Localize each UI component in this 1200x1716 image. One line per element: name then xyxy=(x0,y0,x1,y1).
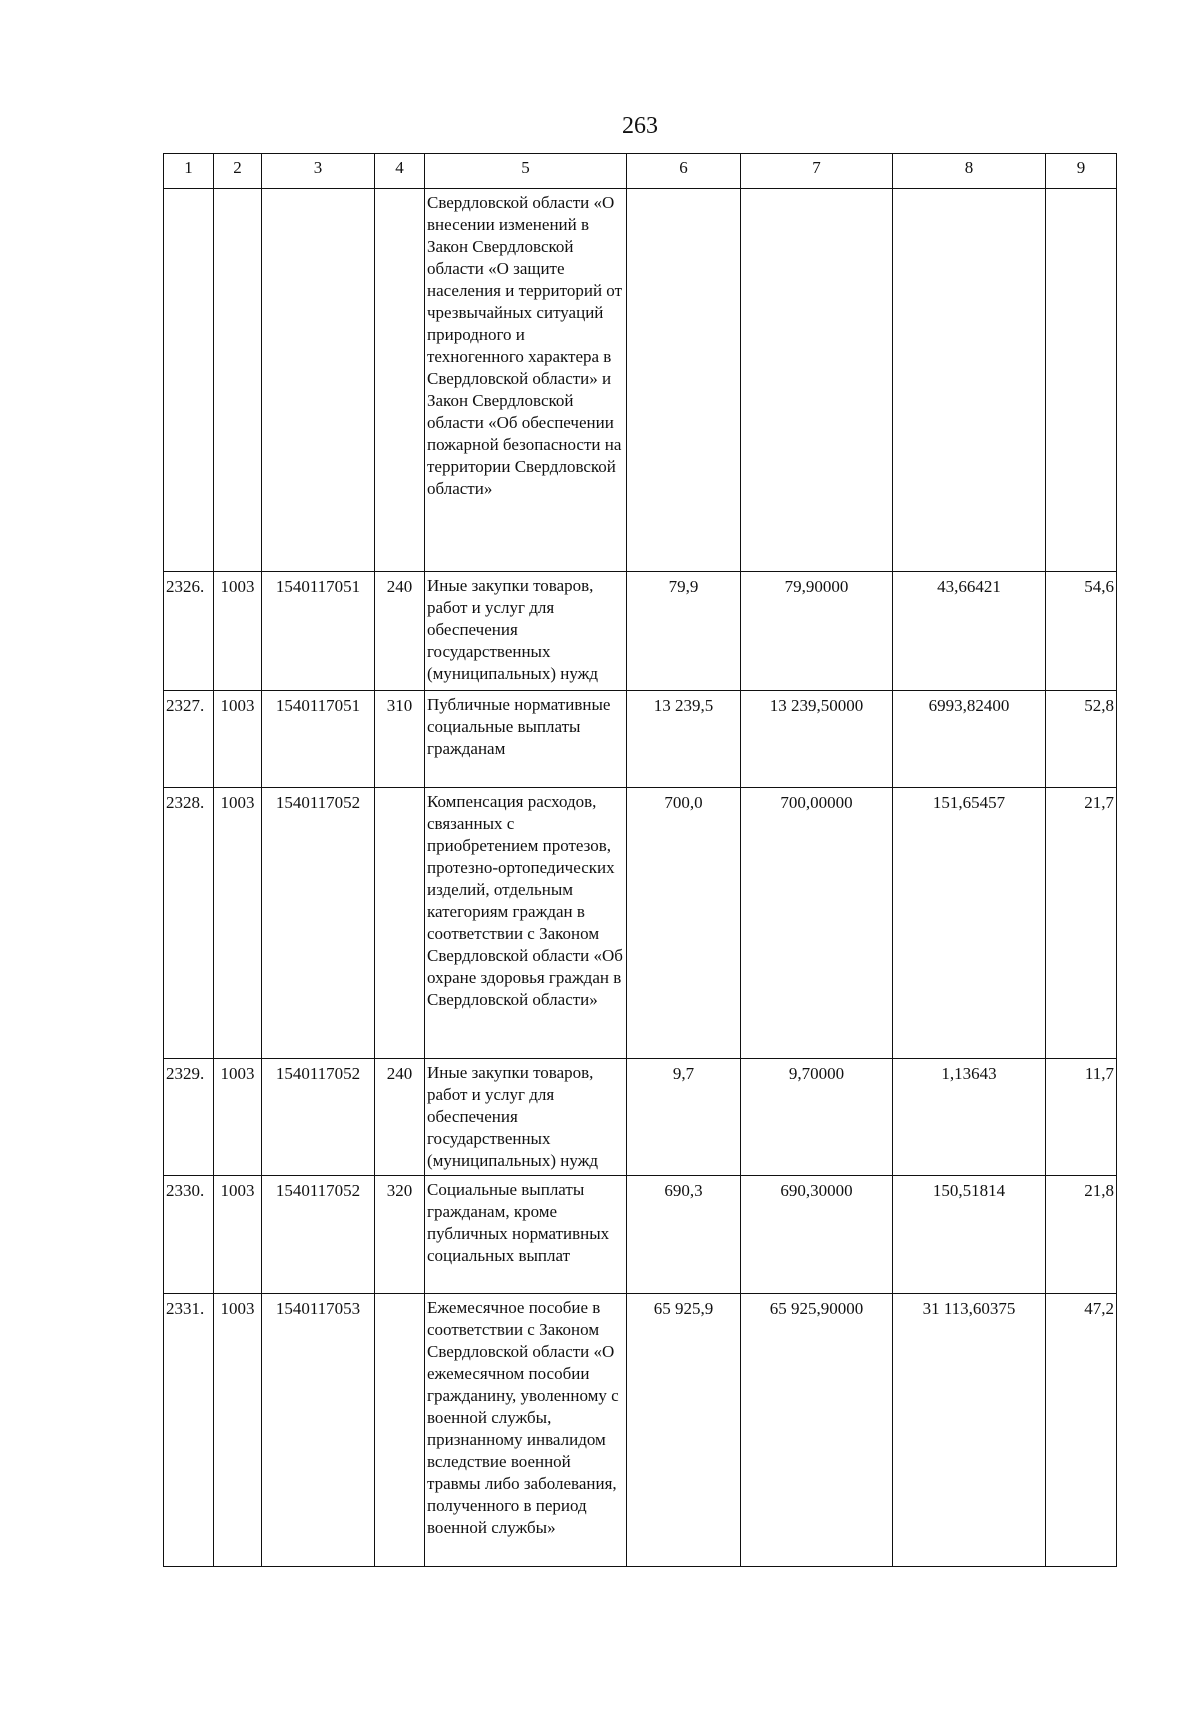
target-item-cell: 1540117051 xyxy=(262,691,375,788)
target-item-cell: 1540117052 xyxy=(262,1059,375,1176)
header-row xyxy=(164,154,1117,189)
section-code-cell: 1003 xyxy=(214,572,262,691)
percent-cell: 47,2 xyxy=(1046,1294,1117,1567)
description-cell: Социальные выплаты гражданам, кроме публичных нормативных социальных выплат xyxy=(425,1176,627,1294)
amount-cell xyxy=(741,189,893,572)
percent-cell: 21,7 xyxy=(1046,788,1117,1059)
row-number-cell: 2331. xyxy=(164,1294,214,1567)
amount-cell: 9,70000 xyxy=(741,1059,893,1176)
section-code-cell: 1003 xyxy=(214,1059,262,1176)
row-number-cell: 2326. xyxy=(164,572,214,691)
table-row xyxy=(164,1294,1117,1567)
amount-cell: 79,9 xyxy=(627,572,741,691)
description-cell: Публичные нормативные социальные выплаты гражданам xyxy=(425,691,627,788)
percent-cell: 21,8 xyxy=(1046,1176,1117,1294)
target-item-cell: 1540117052 xyxy=(262,1176,375,1294)
column-header: 2 xyxy=(214,154,262,189)
target-item-cell: 1540117053 xyxy=(262,1294,375,1567)
target-item-cell xyxy=(262,189,375,572)
amount-cell: 690,30000 xyxy=(741,1176,893,1294)
description-cell: Свердловской области «О внесении изменений в Закон Свердловской области «О защите населения и территорий от чрезвычайных ситуаций природного и техногенного характера в Свердловской области» и Закон Свердловской области «Об обеспечении пожарной безопасности на территории Свердловской области» xyxy=(425,189,627,572)
page-number: 263 xyxy=(622,113,658,139)
row-number-cell: 2328. xyxy=(164,788,214,1059)
table-row xyxy=(164,189,1117,572)
budget-table xyxy=(163,153,1117,1567)
table-row xyxy=(164,572,1117,691)
target-item-cell: 1540117051 xyxy=(262,572,375,691)
description-cell: Иные закупки товаров, работ и услуг для обеспечения государственных (муниципальных) нужд xyxy=(425,1059,627,1176)
percent-cell xyxy=(1046,189,1117,572)
amount-cell: 13 239,5 xyxy=(627,691,741,788)
description-cell: Иные закупки товаров, работ и услуг для обеспечения государственных (муниципальных) нужд xyxy=(425,572,627,691)
row-number-cell: 2329. xyxy=(164,1059,214,1176)
amount-cell: 65 925,9 xyxy=(627,1294,741,1567)
expense-type-cell xyxy=(375,1294,425,1567)
section-code-cell xyxy=(214,189,262,572)
table-row xyxy=(164,788,1117,1059)
amount-cell: 700,0 xyxy=(627,788,741,1059)
table-row xyxy=(164,691,1117,788)
expense-type-cell xyxy=(375,189,425,572)
section-code-cell: 1003 xyxy=(214,1294,262,1567)
amount-cell: 1,13643 xyxy=(893,1059,1046,1176)
amount-cell: 31 113,60375 xyxy=(893,1294,1046,1567)
expense-type-cell xyxy=(375,788,425,1059)
description-cell: Компенсация расходов, связанных с приобретением протезов, протезно-ортопедических изделий, отдельным категориям граждан в соответствии с Законом Свердловской области «Об охране здоровья граждан в Свердловской области» xyxy=(425,788,627,1059)
section-code-cell: 1003 xyxy=(214,1176,262,1294)
column-header: 8 xyxy=(893,154,1046,189)
amount-cell: 13 239,50000 xyxy=(741,691,893,788)
amount-cell xyxy=(627,189,741,572)
percent-cell: 52,8 xyxy=(1046,691,1117,788)
expense-type-cell: 240 xyxy=(375,1059,425,1176)
amount-cell: 43,66421 xyxy=(893,572,1046,691)
amount-cell: 79,90000 xyxy=(741,572,893,691)
amount-cell: 9,7 xyxy=(627,1059,741,1176)
target-item-cell: 1540117052 xyxy=(262,788,375,1059)
amount-cell: 65 925,90000 xyxy=(741,1294,893,1567)
section-code-cell: 1003 xyxy=(214,691,262,788)
amount-cell: 151,65457 xyxy=(893,788,1046,1059)
column-header: 5 xyxy=(425,154,627,189)
row-number-cell xyxy=(164,189,214,572)
percent-cell: 54,6 xyxy=(1046,572,1117,691)
column-header: 4 xyxy=(375,154,425,189)
column-header: 3 xyxy=(262,154,375,189)
amount-cell: 690,3 xyxy=(627,1176,741,1294)
column-header: 1 xyxy=(164,154,214,189)
row-number-cell: 2327. xyxy=(164,691,214,788)
column-header: 7 xyxy=(741,154,893,189)
table-row xyxy=(164,1176,1117,1294)
description-cell: Ежемесячное пособие в соответствии с Законом Свердловской области «О ежемесячном пособии гражданину, уволенному с военной службы, признанному инвалидом вследствие военной травмы либо заболевания, полученного в период военной службы» xyxy=(425,1294,627,1567)
row-number-cell: 2330. xyxy=(164,1176,214,1294)
table-row xyxy=(164,1059,1117,1176)
expense-type-cell: 320 xyxy=(375,1176,425,1294)
expense-type-cell: 310 xyxy=(375,691,425,788)
amount-cell: 150,51814 xyxy=(893,1176,1046,1294)
amount-cell: 6993,82400 xyxy=(893,691,1046,788)
section-code-cell: 1003 xyxy=(214,788,262,1059)
amount-cell xyxy=(893,189,1046,572)
amount-cell: 700,00000 xyxy=(741,788,893,1059)
expense-type-cell: 240 xyxy=(375,572,425,691)
column-header: 9 xyxy=(1046,154,1117,189)
percent-cell: 11,7 xyxy=(1046,1059,1117,1176)
column-header: 6 xyxy=(627,154,741,189)
